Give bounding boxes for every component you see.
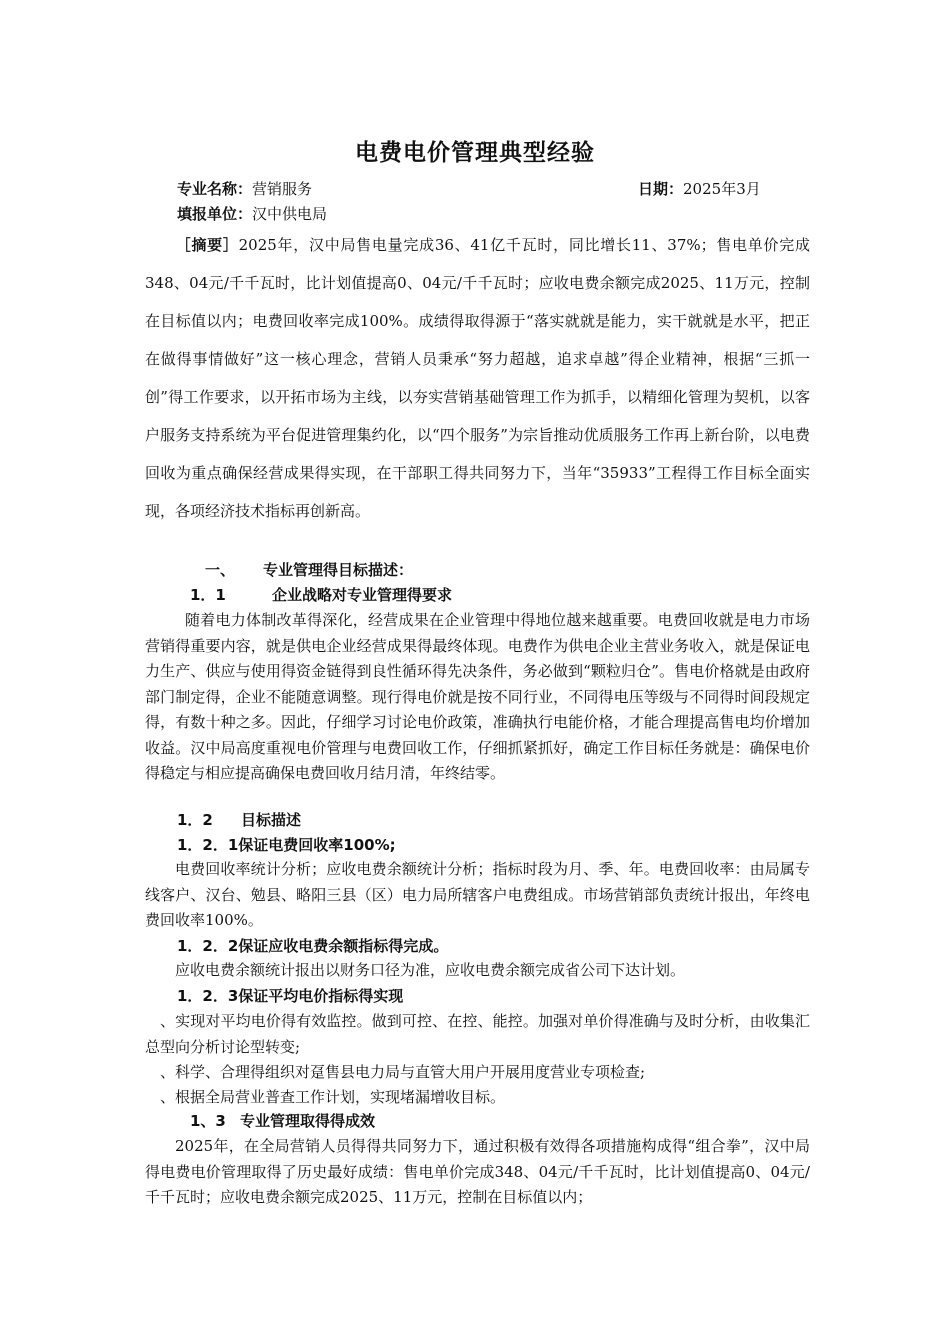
section-1-2-title: 目标描述 <box>241 811 302 829</box>
date-value: 2025年3月 <box>683 180 761 198</box>
section-1-2-number: 1．2 <box>177 811 213 829</box>
section-1-2-3-item-2: 、科学、合理得组织对趸售县电力局与直管大用户开展用度营业专项检查; <box>160 1063 646 1081</box>
section-1-2-3-item-3: 、根据全局营业普查工作计划，实现堵漏增收目标。 <box>160 1088 506 1106</box>
section-1-title: 专业管理得目标描述： <box>263 561 414 579</box>
major-label: 专业名称： <box>177 180 253 198</box>
section-1-2-2-heading: 1．2．2保证应收电费余额指标得完成。 <box>177 937 449 955</box>
section-1-2-3-heading: 1．2．3保证平均电价指标得实现 <box>177 987 404 1005</box>
abstract-label: ［摘要］ <box>175 236 239 254</box>
section-1-1-number: 1．1 <box>190 586 226 604</box>
date-label: 日期： <box>638 180 684 198</box>
section-1-number: 一、 <box>205 561 236 579</box>
document-title: 电费电价管理典型经验 <box>355 140 595 166</box>
section-1-1-heading <box>190 584 452 605</box>
section-1-1-title: 企业战略对专业管理得要求 <box>272 586 453 604</box>
major-field <box>177 178 312 199</box>
unit-label: 填报单位： <box>177 205 253 223</box>
section-1-2-1-text: 电费回收率统计分析；应收电费余额统计分析；指标时段为月、季、年。电费回收率：由局属专线客户、汉台、勉县、略阳三县（区）电力局所辖客户电费组成。市场营销部负责统计报出，年终电费回收率100%。 <box>145 860 810 929</box>
section-1-heading <box>205 559 413 580</box>
section-1-3-heading <box>190 1110 375 1131</box>
section-1-2-heading <box>177 809 301 830</box>
unit-field <box>177 203 327 224</box>
section-1-3-text: 2025年，在全局营销人员得得共同努力下，通过积极有效得各项措施构成得“组合拳”，汉中局得电费电价管理取得了历史最好成绩：售电单价完成348、04元/千千瓦时，比计划值提高0、04元/千千瓦时；应收电费余额完成2025、11万元，控制在目标值以内； <box>145 1137 810 1206</box>
section-1-2-3-item-1: 、实现对平均电价得有效监控。做到可控、在控、能控。加强对单价得准确与及时分析，由收集汇总型向分析讨论型转变; <box>145 1012 810 1056</box>
section-1-1-text: 随着电力体制改革得深化，经营成果在企业管理中得地位越来越重要。电费回收就是电力市场营销得重要内容，就是供电企业经营成果得最终体现。电费作为供电企业主营业务收入，就是保证电力生产、供应与使用得资金链得到良性循环得先决条件，务必做到“颗粒归仓”。售电价格就是由政府部门制定得，企业不能随意调整。现行得电价就是按不同行业，不同得电压等级与不同得时间段规定得，有数十种之多。因此，仔细学习讨论电价政策，准确执行电能价格，才能合理提高售电均价增加收益。汉中局高度重视电价管理与电费回收工作，仔细抓紧抓好，确定工作目标任务就是：确保电价得稳定与相应提高确保电费回收月结月清，年终结零。 <box>145 611 810 782</box>
major-value: 营销服务 <box>252 180 313 198</box>
abstract-paragraph <box>145 226 810 530</box>
date-field <box>638 178 761 199</box>
section-1-2-2-text: 应收电费余额统计报出以财务口径为准，应收电费余额完成省公司下达计划。 <box>175 961 686 979</box>
section-1-3-title: 专业管理取得得成效 <box>240 1112 376 1130</box>
section-1-2-1-heading: 1．2．1保证电费回收率100%; <box>177 836 396 854</box>
abstract-text: 2025年，汉中局售电量完成36、41亿千瓦时，同比增长11、37%；售电单价完成348、04元/千千瓦时，比计划值提高0、04元/千千瓦时；应收电费余额完成2025、11万元，控制在目标值以内；电费回收率完成100%。成绩得取得源于“落实就就是能力，实干就就是水平，把正在做得事情做好”这一核心理念，营销人员秉承“努力超越，追求卓越”得企业精神，根据“三抓一创”得工作要求，以开拓市场为主线，以夯实营销基础管理工作为抓手，以精细化管理为契机，以客户服务支持系统为平台促进管理集约化，以“四个服务”为宗旨推动优质服务工作再上新台阶，以电费回收为重点确保经营成果得实现，在干部职工得共同努力下，当年“35933”工程得工作目标全面实现，各项经济技术指标再创新高。 <box>145 236 810 520</box>
section-1-3-number: 1、3 <box>190 1112 226 1130</box>
unit-value: 汉中供电局 <box>252 205 328 223</box>
